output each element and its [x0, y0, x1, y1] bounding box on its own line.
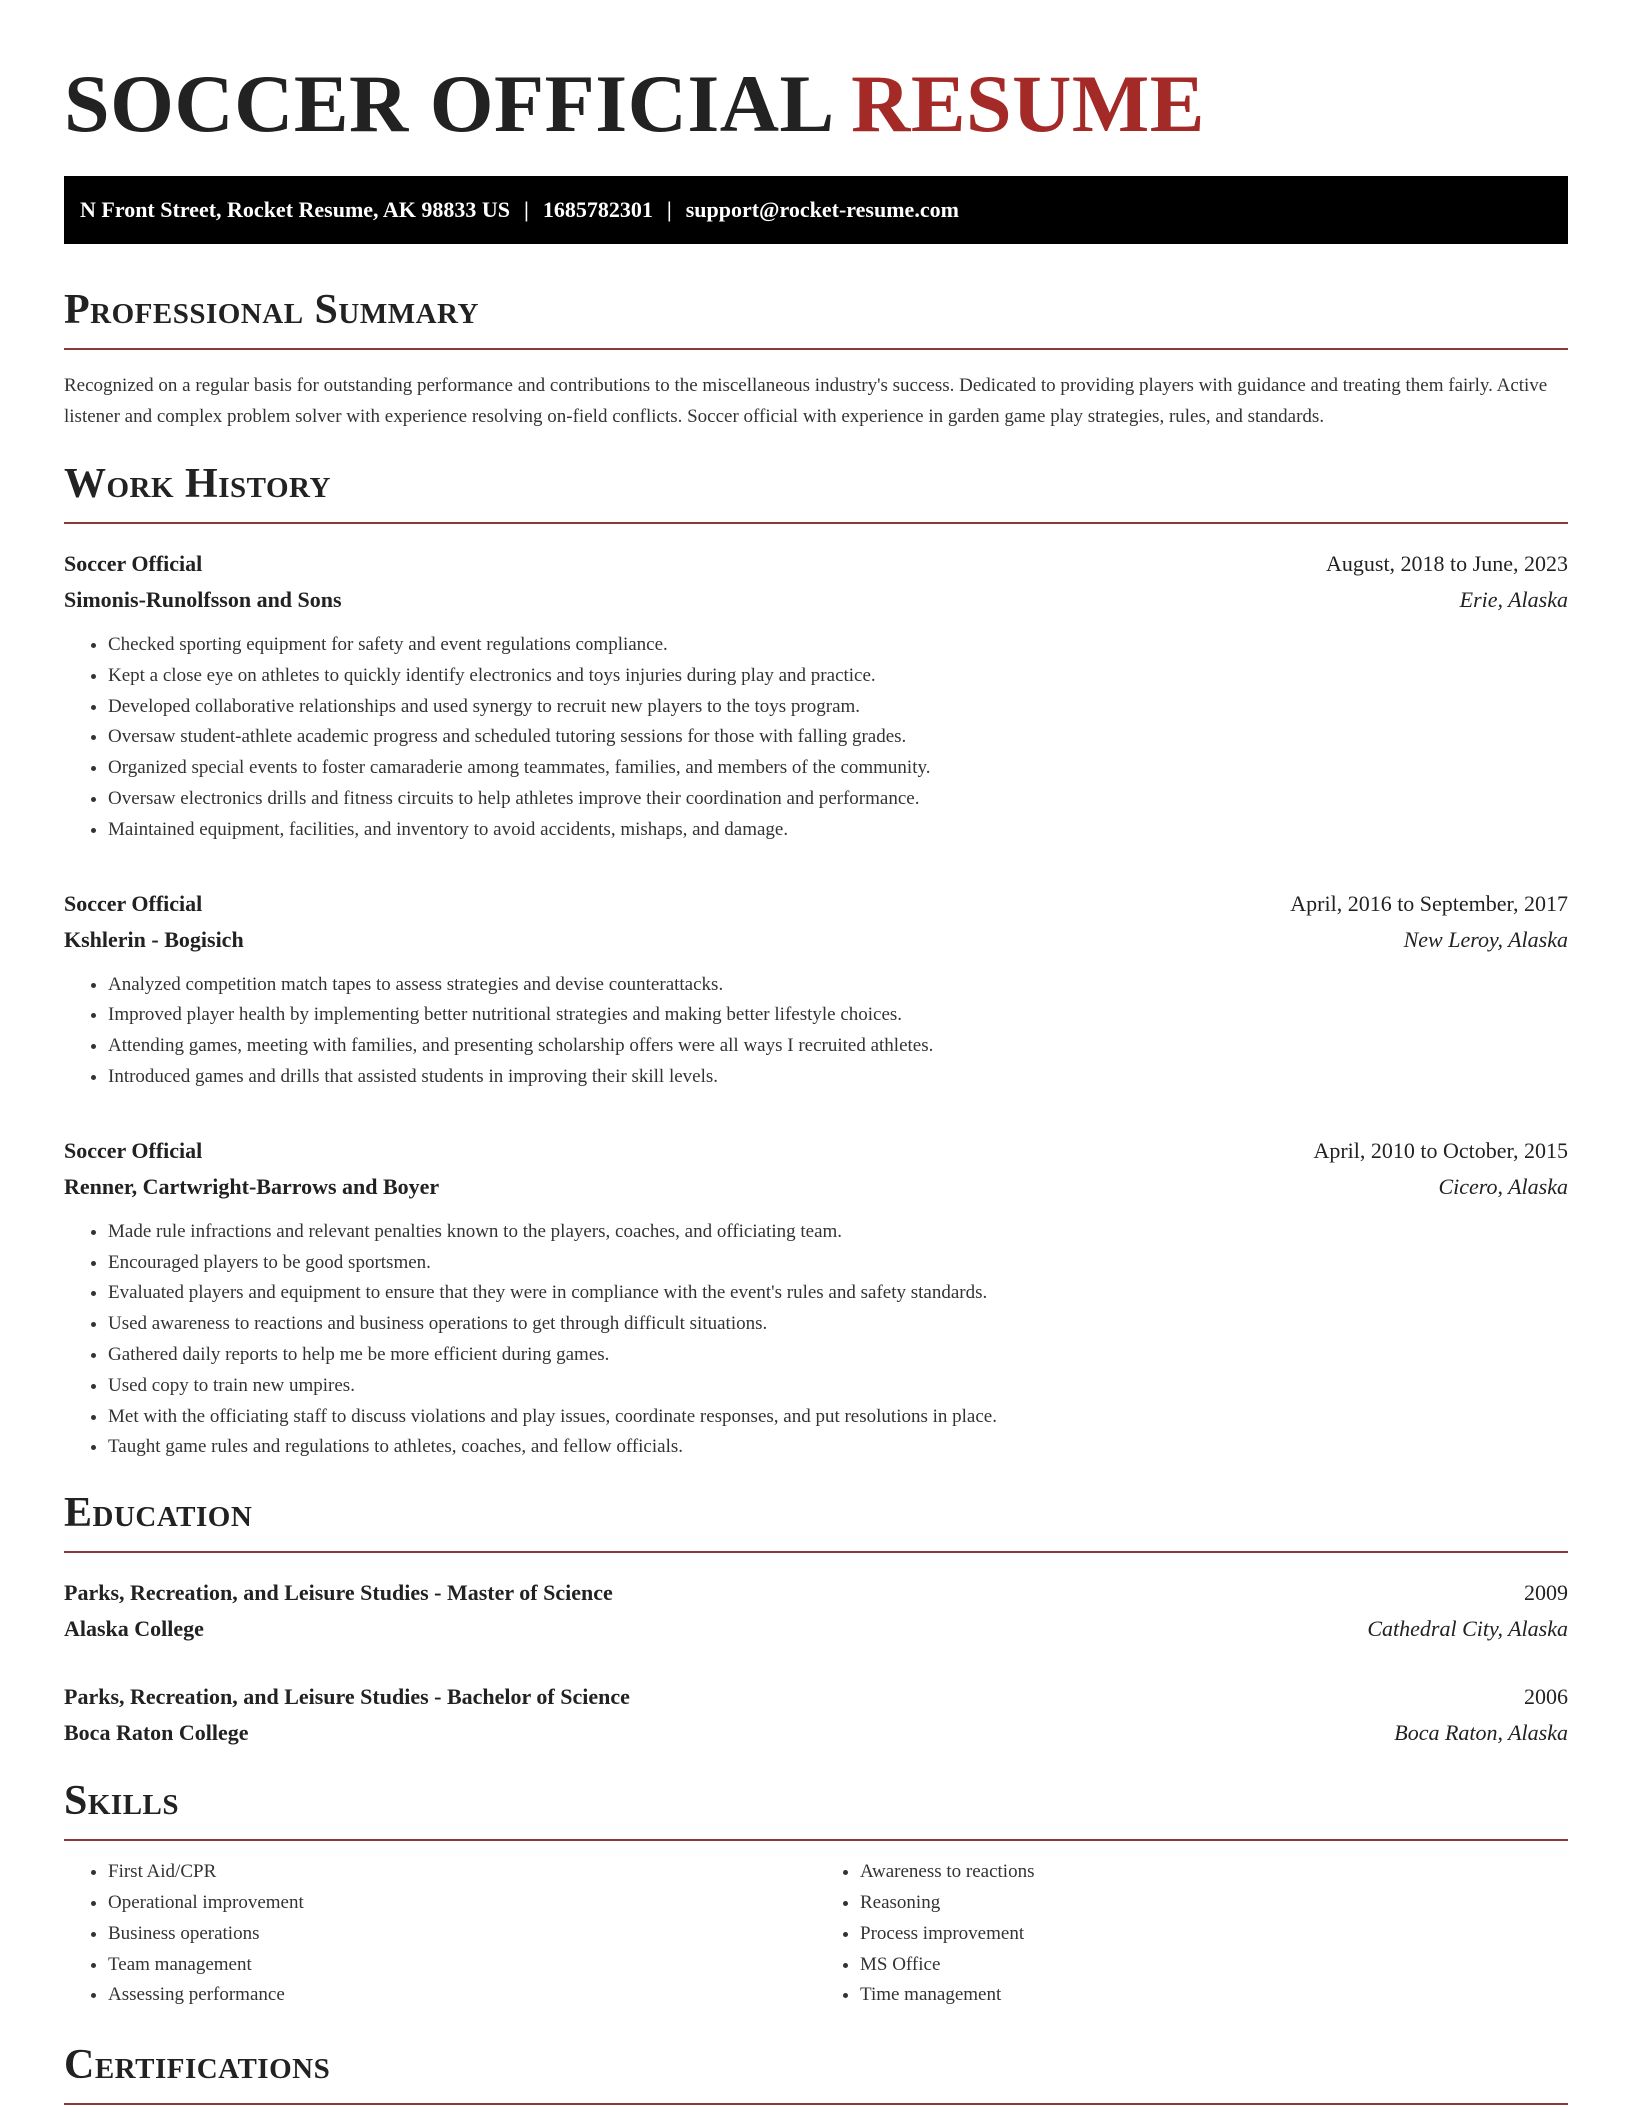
list-item: • Maintained equipment, facilities, and inventory to avoid accidents, mishaps, and damage. [108, 815, 1568, 846]
list-item: • Organized special events to foster camaraderie among teammates, families, and members of the community. [108, 753, 1568, 784]
job-title: Soccer Official [64, 551, 203, 576]
professional-summary-section [64, 286, 1568, 432]
education-school: Boca Raton College [64, 1720, 249, 1746]
job-bullets [64, 1217, 1568, 1463]
section-heading-summary: Professional Summary [64, 286, 1568, 350]
education-section [64, 1489, 1568, 1751]
list-item: • Encouraged players to be good sportsmen. [108, 1248, 1568, 1279]
skill-item: • MS Office [860, 1950, 1568, 1981]
job-entry [64, 1133, 1568, 1463]
certifications-section [64, 2041, 1568, 2105]
list-item: • Taught game rules and regulations to athletes, coaches, and fellow officials. [108, 1432, 1568, 1463]
title-accent: RESUME [851, 58, 1205, 149]
contact-bar [64, 176, 1568, 244]
list-item: • Attending games, meeting with families, and presenting scholarship offers were all ways I recruited athletes. [108, 1031, 1568, 1062]
job-company: Kshlerin - Bogisich [64, 926, 244, 952]
skill-item: • Time management [860, 1980, 1568, 2011]
job-location: Cicero, Alaska [1438, 1173, 1568, 1199]
section-heading-skills: Skills [64, 1777, 1568, 1841]
job-title: Soccer Official [64, 1137, 203, 1163]
list-item: • Checked sporting equipment for safety and event regulations compliance. [108, 630, 1568, 661]
list-item: • Analyzed competition match tapes to assess strategies and devise counterattacks. [108, 970, 1568, 1001]
job-location: New Leroy, Alaska [1403, 926, 1568, 952]
job-company-row [64, 1169, 1568, 1205]
job-entry [64, 886, 1568, 1093]
job-company-row [64, 582, 1568, 618]
contact-address: N Front Street, Rocket Resume, AK 98833 US [80, 197, 510, 222]
job-company: Renner, Cartwright-Barrows and Boyer [64, 1173, 440, 1199]
list-item: • Oversaw electronics drills and fitness circuits to help athletes improve their coordination and performance. [108, 784, 1568, 815]
job-header-row [64, 1133, 1568, 1169]
contact-phone: 1685782301 [542, 197, 653, 222]
list-item: • Oversaw student-athlete academic progress and scheduled tutoring sessions for those with falling grades. [108, 722, 1568, 753]
job-title: Soccer Official [64, 890, 203, 916]
job-dates: August, 2018 to June, 2023 [1326, 551, 1568, 576]
education-degree: Parks, Recreation, and Leisure Studies - Bachelor of Science [64, 1684, 630, 1710]
resume-title [64, 0, 1568, 150]
job-company-row [64, 922, 1568, 958]
contact-email: support@rocket-resume.com [685, 197, 959, 222]
skill-item: • Process improvement [860, 1919, 1568, 1950]
skill-item: • Reasoning [860, 1888, 1568, 1919]
list-item: • Used copy to train new umpires. [108, 1371, 1568, 1402]
education-degree-row [64, 1575, 1568, 1611]
list-item: • Kept a close eye on athletes to quickly identify electronics and toys injuries during play and practice. [108, 661, 1568, 692]
education-entry [64, 1679, 1568, 1751]
work-history-section [64, 460, 1568, 1463]
list-item: • Introduced games and drills that assisted students in improving their skill levels. [108, 1062, 1568, 1093]
education-degree-row [64, 1679, 1568, 1715]
job-entry [64, 546, 1568, 846]
skill-item: • First Aid/CPR [108, 1857, 816, 1888]
list-item: • Met with the officiating staff to discuss violations and play issues, coordinate responses, and put resolutions in place. [108, 1402, 1568, 1433]
list-item: • Improved player health by implementing better nutritional strategies and making better lifestyle choices. [108, 1000, 1568, 1031]
education-entry [64, 1575, 1568, 1647]
skills-column-right [816, 1857, 1568, 2011]
section-heading-work: Work History [64, 460, 1568, 524]
education-year: 2006 [1524, 1684, 1568, 1710]
skills-section [64, 1777, 1568, 2011]
list-item: • Made rule infractions and relevant penalties known to the players, coaches, and officiating team. [108, 1217, 1568, 1248]
section-heading-certifications: Certifications [64, 2041, 1568, 2105]
skill-item: • Team management [108, 1950, 816, 1981]
title-main: SOCCER OFFICIAL [64, 58, 831, 149]
skills-grid [64, 1857, 1568, 2011]
education-year: 2009 [1524, 1580, 1568, 1606]
contact-separator: | [666, 197, 672, 222]
skills-column-left [64, 1857, 816, 2011]
education-location: Boca Raton, Alaska [1394, 1720, 1568, 1746]
job-location: Erie, Alaska [1459, 587, 1568, 612]
list-item: • Used awareness to reactions and business operations to get through difficult situations. [108, 1309, 1568, 1340]
job-company: Simonis-Runolfsson and Sons [64, 587, 342, 612]
education-school-row [64, 1715, 1568, 1751]
job-bullets [64, 970, 1568, 1093]
job-dates: April, 2010 to October, 2015 [1313, 1137, 1568, 1163]
job-header-row [64, 886, 1568, 922]
list-item: • Gathered daily reports to help me be more efficient during games. [108, 1340, 1568, 1371]
section-heading-education: Education [64, 1489, 1568, 1553]
contact-separator: | [523, 197, 529, 222]
summary-text: Recognized on a regular basis for outstanding performance and contributions to the miscellaneous industry's success. Dedicated to providing players with guidance and treating them fairly. Active listener and complex problem solver with experience resolving on-field conflicts. Soccer official with experience in garden game play strategies, rules, and standards. [64, 375, 1548, 427]
job-header-row [64, 546, 1568, 582]
skill-item: • Awareness to reactions [860, 1857, 1568, 1888]
education-school: Alaska College [64, 1616, 204, 1642]
resume-page [64, 0, 1568, 2105]
job-bullets [64, 630, 1568, 846]
skill-item: • Assessing performance [108, 1980, 816, 2011]
list-item: • Developed collaborative relationships and used synergy to recruit new players to the toys program. [108, 692, 1568, 723]
skill-item: • Operational improvement [108, 1888, 816, 1919]
education-school-row [64, 1611, 1568, 1647]
list-item: • Evaluated players and equipment to ensure that they were in compliance with the event's rules and safety standards. [108, 1278, 1568, 1309]
education-degree: Parks, Recreation, and Leisure Studies - Master of Science [64, 1580, 613, 1606]
skill-item: • Business operations [108, 1919, 816, 1950]
education-location: Cathedral City, Alaska [1367, 1616, 1568, 1642]
job-dates: April, 2016 to September, 2017 [1290, 890, 1568, 916]
